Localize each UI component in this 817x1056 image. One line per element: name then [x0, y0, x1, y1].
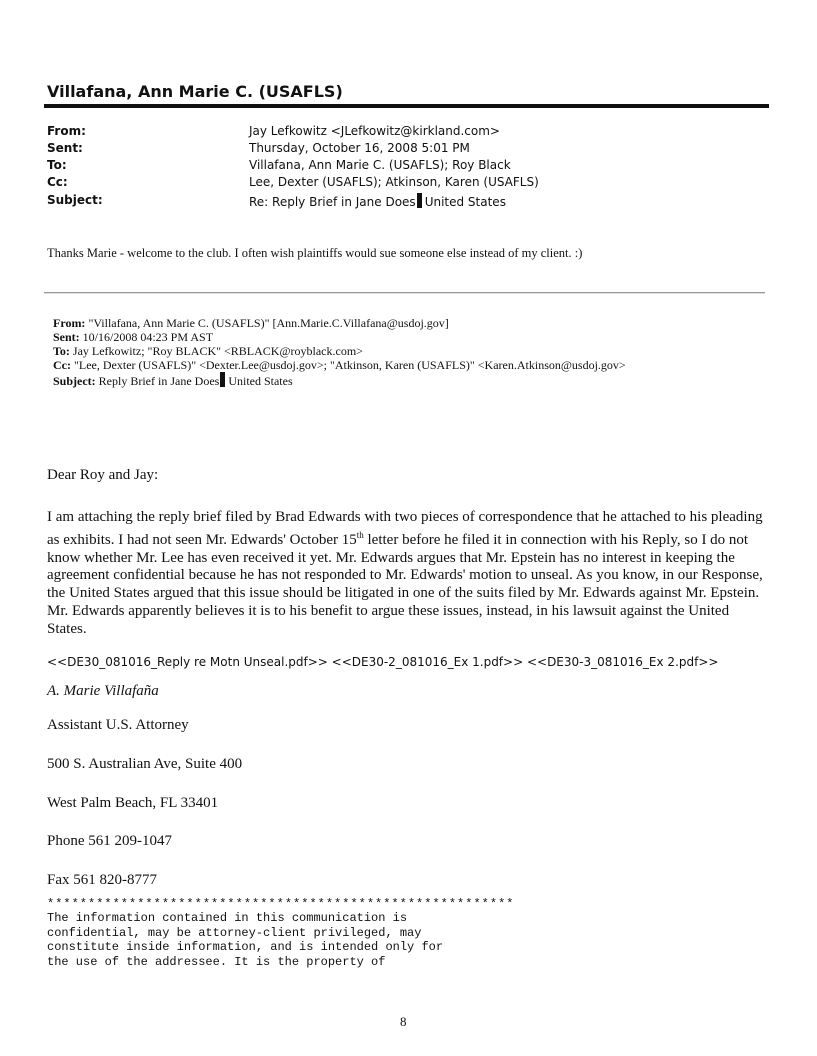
- quoted-to-value: Jay Lefkowitz; "Roy BLACK" <RBLACK@royblack.com>: [72, 344, 363, 358]
- cc-value: Lee, Dexter (USAFLS); Atkinson, Karen (USAFLS): [249, 175, 539, 189]
- page-number: 8: [400, 1014, 407, 1029]
- quoted-to: [53, 344, 363, 358]
- sent-label: Sent:: [47, 141, 83, 155]
- sender-mailbox-name: Villafana, Ann Marie C. (USAFLS): [47, 82, 343, 101]
- quoted-from-value: "Villafana, Ann Marie C. (USAFLS)" [Ann.Marie.C.Villafana@usdoj.gov]: [88, 316, 449, 330]
- body-text-part2: letter before he filed it in connection with his Reply, so I do not know whether Mr. Lee has even received it yet. Mr. Edwards argues that Mr. Epstein has no interest in keeping the agreement confidential because he has not responded to Mr. Edwards' motion to unseal. As you know, in our Response, the United States argued that this issue should be litigated in one of the suits filed by Mr. Edwards against Mr. Epstein. Mr. Edwards apparently believes it is to his benefit to argue these issues, instead, in his lawsuit against the United States.: [47, 531, 763, 637]
- quoted-subject-label: Subject:: [53, 374, 96, 388]
- signature-name: A. Marie Villafaña: [47, 683, 159, 699]
- subject-value: [249, 193, 506, 209]
- quoted-separator: [44, 292, 765, 294]
- quoted-sent-value: 10/16/2008 04:23 PM AST: [82, 330, 214, 344]
- cc-label: Cc:: [47, 175, 68, 189]
- to-label: To:: [47, 158, 67, 172]
- signature-city: West Palm Beach, FL 33401: [47, 795, 219, 811]
- to-value: Villafana, Ann Marie C. (USAFLS); Roy Black: [249, 158, 511, 172]
- quoted-from-label: From:: [53, 316, 86, 330]
- reply-message: Thanks Marie - welcome to the club. I often wish plaintiffs would sue someone else instead of my client. :): [47, 246, 583, 260]
- greeting: Dear Roy and Jay:: [47, 467, 159, 483]
- quoted-subject-end: United States: [228, 374, 293, 388]
- sent-value: Thursday, October 16, 2008 5:01 PM: [249, 141, 470, 155]
- attachment-list: <<DE30_081016_Reply re Motn Unseal.pdf>> <<DE30-2_081016_Ex 1.pdf>> <<DE30-3_081016_Ex 2.pdf>>: [47, 655, 719, 669]
- quoted-to-label: To:: [53, 344, 70, 358]
- signature-fax: Fax 561 820-8777: [47, 872, 157, 888]
- redaction-mark: [417, 193, 422, 208]
- signature-phone: Phone 561 209-1047: [47, 833, 172, 849]
- quoted-cc: [53, 358, 626, 372]
- signature-title: Assistant U.S. Attorney: [47, 717, 189, 733]
- disclaimer-divider: *********************************************************: [47, 897, 515, 911]
- subject-text-start: Re: Reply Brief in Jane Does: [249, 195, 416, 209]
- subject-text-end: United States: [424, 195, 506, 209]
- quoted-cc-value: "Lee, Dexter (USAFLS)" <Dexter.Lee@usdoj.gov>; "Atkinson, Karen (USAFLS)" <Karen.Atkinson@usdoj.gov>: [74, 358, 626, 372]
- quoted-sent-label: Sent:: [53, 330, 80, 344]
- quoted-subject: [53, 372, 293, 388]
- quoted-cc-label: Cc:: [53, 358, 71, 372]
- confidentiality-disclaimer: The information contained in this communication is confidential, may be attorney-client privileged, may constitute inside information, and is intended only for the use of the addressee. It is the property of: [47, 911, 444, 969]
- signature-address: 500 S. Australian Ave, Suite 400: [47, 756, 243, 772]
- from-value: Jay Lefkowitz <JLefkowitz@kirkland.com>: [249, 124, 500, 138]
- body-paragraph: [47, 509, 769, 639]
- quoted-subject-start: Reply Brief in Jane Does: [98, 374, 220, 388]
- body-text-part1: I am attaching the reply brief filed by Brad Edwards with two pieces of correspondence that he attached to his pleading as exhibits. I had not seen Mr. Edwards' October 15: [47, 509, 763, 548]
- from-label: From:: [47, 124, 86, 138]
- subject-label: Subject:: [47, 193, 103, 207]
- ordinal-suffix: th: [356, 529, 364, 540]
- quoted-sent: [53, 330, 213, 344]
- header-divider: [44, 104, 769, 108]
- redaction-mark: [220, 372, 225, 387]
- quoted-from: [53, 316, 449, 330]
